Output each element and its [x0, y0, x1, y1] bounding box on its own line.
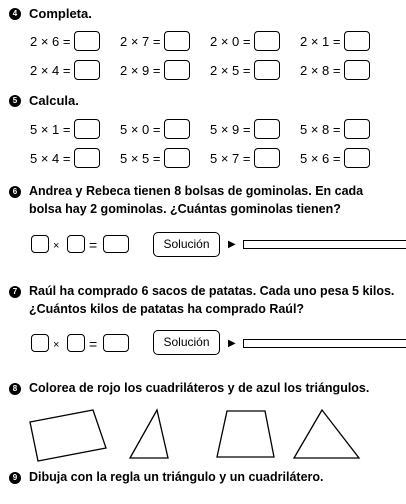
answer-box[interactable]	[344, 60, 370, 80]
section-6-line-2: bolsa hay 2 gominolas. ¿Cuántas gominolas tienen?	[29, 202, 341, 216]
section-8-number-badge: 8	[9, 383, 21, 395]
section-7-number-badge: 7	[9, 286, 21, 298]
equation-label: 2 × 6 =	[30, 34, 71, 49]
equation-label: 5 × 4 =	[30, 151, 71, 166]
factor-box-2[interactable]	[67, 334, 85, 352]
section-6-number-badge: 6	[9, 186, 21, 198]
solution-answer-line[interactable]	[243, 339, 406, 348]
equation-label: 2 × 5 =	[210, 63, 251, 78]
answer-box[interactable]	[344, 31, 370, 51]
equals-sign: =	[89, 237, 98, 253]
factor-box-1[interactable]	[31, 235, 49, 253]
arrow-right-icon: ▶	[228, 239, 236, 250]
section-4-title: Completa.	[29, 6, 92, 21]
triangle-shape[interactable]	[294, 410, 359, 458]
shapes-area	[0, 400, 406, 464]
arrow-right-icon: ▶	[228, 338, 236, 349]
answer-box[interactable]	[74, 119, 100, 139]
answer-box[interactable]	[344, 119, 370, 139]
times-sign: ×	[53, 240, 60, 252]
answer-box[interactable]	[254, 31, 280, 51]
solution-button[interactable]: Solución	[153, 330, 220, 355]
times-sign: ×	[53, 339, 60, 351]
answer-box[interactable]	[254, 119, 280, 139]
answer-box[interactable]	[74, 60, 100, 80]
quadrilateral-shape[interactable]	[30, 410, 106, 461]
result-box[interactable]	[103, 235, 129, 253]
equals-sign: =	[89, 336, 98, 352]
answer-box[interactable]	[254, 148, 280, 168]
equation-label: 2 × 8 =	[300, 63, 341, 78]
section-9-title: Dibuja con la regla un triángulo y un cuadrilátero.	[29, 470, 324, 484]
answer-box[interactable]	[74, 31, 100, 51]
answer-box[interactable]	[164, 148, 190, 168]
trapezoid-shape[interactable]	[217, 411, 274, 457]
equation-label: 5 × 0 =	[120, 122, 161, 137]
section-7-line-1: Raúl ha comprado 6 sacos de patatas. Cada uno pesa 5 kilos.	[29, 284, 395, 298]
factor-box-2[interactable]	[67, 235, 85, 253]
answer-box[interactable]	[164, 60, 190, 80]
factor-box-1[interactable]	[31, 334, 49, 352]
section-5-number-badge: 5	[9, 95, 21, 107]
section-8-title: Colorea de rojo los cuadriláteros y de azul los triángulos.	[29, 381, 370, 395]
section-9-number-badge: 9	[9, 472, 21, 484]
answer-box[interactable]	[254, 60, 280, 80]
answer-box[interactable]	[164, 31, 190, 51]
equation-label: 2 × 4 =	[30, 63, 71, 78]
section-5-title: Calcula.	[29, 93, 79, 108]
equation-label: 5 × 7 =	[210, 151, 251, 166]
section-7-line-2: ¿Cuántos kilos de patatas ha comprado Raúl?	[29, 302, 305, 316]
solution-button[interactable]: Solución	[153, 232, 220, 257]
equation-label: 5 × 5 =	[120, 151, 161, 166]
triangle-shape[interactable]	[130, 410, 168, 458]
equation-label: 2 × 1 =	[300, 34, 341, 49]
equation-label: 5 × 9 =	[210, 122, 251, 137]
answer-box[interactable]	[74, 148, 100, 168]
equation-label: 2 × 9 =	[120, 63, 161, 78]
equation-label: 5 × 6 =	[300, 151, 341, 166]
equation-label: 5 × 8 =	[300, 122, 341, 137]
section-4-number-badge: 4	[9, 8, 21, 20]
equation-label: 2 × 7 =	[120, 34, 161, 49]
section-6-line-1: Andrea y Rebeca tienen 8 bolsas de gominolas. En cada	[29, 184, 364, 198]
answer-box[interactable]	[164, 119, 190, 139]
equation-label: 2 × 0 =	[210, 34, 251, 49]
result-box[interactable]	[103, 334, 129, 352]
equation-label: 5 × 1 =	[30, 122, 71, 137]
answer-box[interactable]	[344, 148, 370, 168]
solution-answer-line[interactable]	[243, 240, 406, 249]
